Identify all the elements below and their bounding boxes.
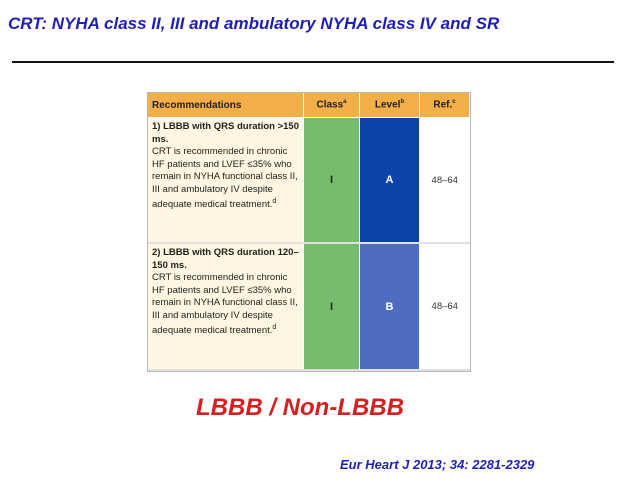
- header-class: [304, 93, 360, 118]
- class-cell: I: [304, 118, 360, 244]
- recommendation-cell: [148, 243, 304, 370]
- header-ref-label: Ref.: [433, 99, 453, 111]
- ref-cell: 48–64: [420, 118, 470, 244]
- class-cell: I: [304, 243, 360, 370]
- recommendation-body: [152, 272, 299, 338]
- header-level: [360, 93, 420, 118]
- recommendations-grid: [148, 93, 470, 371]
- title-divider: [12, 61, 614, 63]
- header-level-footnote: b: [400, 99, 405, 106]
- header-class-label: Class: [316, 99, 344, 111]
- table-row: [148, 118, 470, 244]
- citation: Eur Heart J 2013; 34: 2281-2329: [340, 457, 535, 472]
- header-recommendations: [148, 93, 304, 118]
- header-level-label: Level: [374, 99, 401, 111]
- table-row: [148, 243, 470, 370]
- header-ref: [420, 93, 470, 118]
- recommendation-footnote: d: [272, 324, 277, 332]
- ref-cell: 48–64: [420, 243, 470, 370]
- recommendation-heading: 1) LBBB with QRS duration >150 ms.: [152, 121, 300, 145]
- level-cell: B: [360, 243, 420, 370]
- recommendation-text: CRT is recommended in chronic HF patients and LVEF ≤35% who remain in NYHA functional class II, III and ambulatory IV despite adequate medical treatment.: [152, 272, 298, 337]
- level-cell: A: [360, 118, 420, 244]
- recommendation-footnote: d: [272, 198, 277, 205]
- recommendation-cell: [148, 118, 304, 244]
- table-header-row: [148, 93, 470, 118]
- header-class-footnote: a: [343, 99, 347, 106]
- recommendations-table: [147, 92, 471, 372]
- recommendation-body: [152, 146, 299, 212]
- header-recommendations-label: Recommendations: [152, 99, 242, 111]
- slide-subtitle: LBBB / Non-LBBB: [196, 394, 404, 421]
- recommendation-text: CRT is recommended in chronic HF patients and LVEF ≤35% who remain in NYHA functional class II, III and ambulatory IV despite adequate medical treatment.: [152, 146, 298, 211]
- slide-title: CRT: NYHA class II, III and ambulatory NYHA class IV and SR: [8, 14, 500, 33]
- header-ref-footnote: c: [452, 99, 456, 106]
- recommendation-heading: 2) LBBB with QRS duration 120–150 ms.: [152, 247, 299, 271]
